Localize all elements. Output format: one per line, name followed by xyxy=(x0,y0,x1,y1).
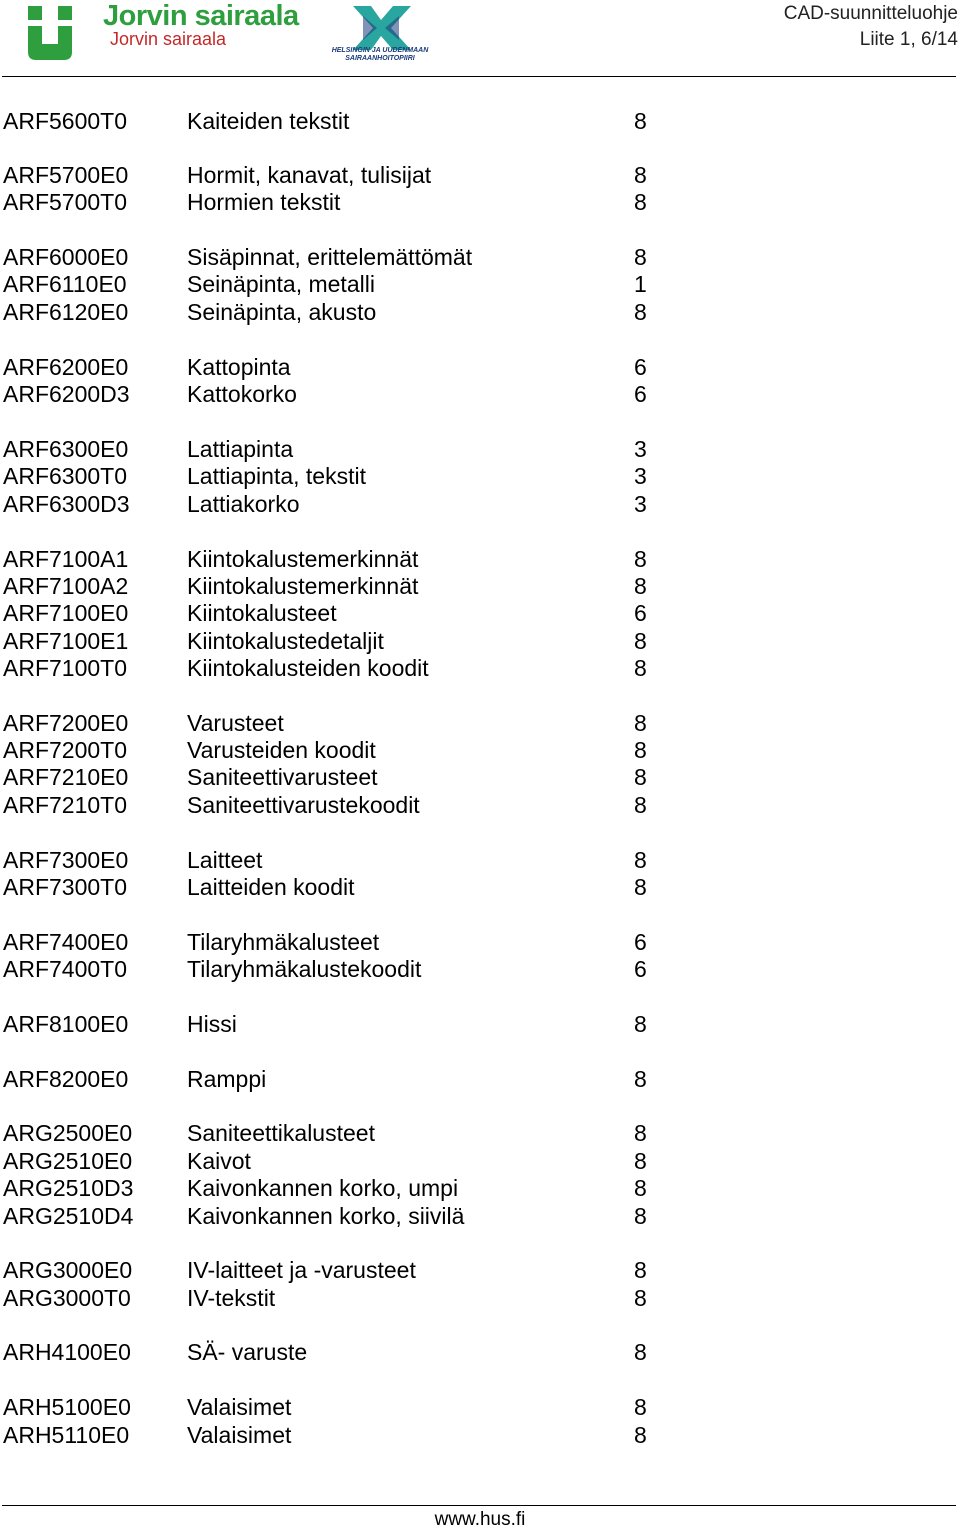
table-row xyxy=(0,764,700,791)
layer-value: 8 xyxy=(634,244,647,270)
layer-value: 8 xyxy=(634,1148,647,1174)
layer-description: Tilaryhmäkalusteet xyxy=(187,929,380,955)
layer-value: 8 xyxy=(634,1339,647,1365)
layer-code: ARF7100E1 xyxy=(3,628,129,654)
layer-description: Varusteet xyxy=(187,710,284,736)
layer-value: 8 xyxy=(634,1175,647,1201)
layer-code: ARF7400T0 xyxy=(3,956,128,982)
layer-code: ARF6200E0 xyxy=(3,354,129,380)
layer-code: ARF7100E0 xyxy=(3,600,129,626)
layer-code: ARG2510D4 xyxy=(3,1203,134,1229)
table-row xyxy=(0,1394,700,1421)
table-row xyxy=(0,1339,700,1366)
layer-value: 8 xyxy=(634,1011,647,1037)
table-row xyxy=(0,436,700,463)
table-row xyxy=(0,1120,700,1147)
table-row xyxy=(0,1148,700,1175)
layer-code: ARF6300E0 xyxy=(3,436,129,462)
layer-description: Kaivonkannen korko, umpi xyxy=(187,1175,459,1201)
layer-value: 1 xyxy=(634,271,647,297)
layer-value: 8 xyxy=(634,573,647,599)
layer-value: 8 xyxy=(634,847,647,873)
layer-description: Kiintokalustemerkinnät xyxy=(187,546,419,572)
layer-code: ARF7300E0 xyxy=(3,847,129,873)
table-row xyxy=(0,354,700,381)
table-row xyxy=(0,1257,700,1284)
layer-value: 8 xyxy=(634,546,647,572)
layer-code: ARF6110E0 xyxy=(3,271,127,297)
layer-description: IV-laitteet ja -varusteet xyxy=(187,1257,416,1283)
layer-value: 8 xyxy=(634,162,647,188)
layer-description: Kiintokalusteet xyxy=(187,600,337,626)
table-row xyxy=(0,244,700,271)
header-divider xyxy=(2,76,956,77)
layer-code: ARF6120E0 xyxy=(3,299,129,325)
layer-code: ARF7300T0 xyxy=(3,874,128,900)
table-row xyxy=(0,1422,700,1449)
layer-description: Kiintokalustemerkinnät xyxy=(187,573,419,599)
table-row xyxy=(0,189,700,216)
layer-value: 8 xyxy=(634,1066,647,1092)
table-row xyxy=(0,710,700,737)
layer-code: ARF5600T0 xyxy=(3,108,128,134)
layer-description: Kiintokalusteiden koodit xyxy=(187,655,429,681)
layer-code: ARF6200D3 xyxy=(3,381,130,407)
table-row xyxy=(0,956,700,983)
layer-value: 6 xyxy=(634,600,647,626)
layer-code: ARH4100E0 xyxy=(3,1339,131,1365)
table-row xyxy=(0,546,700,573)
layer-description: Laitteet xyxy=(187,847,263,873)
layer-description: Varusteiden koodit xyxy=(187,737,376,763)
layer-value: 8 xyxy=(634,1120,647,1146)
table-row xyxy=(0,600,700,627)
layer-code: ARF7400E0 xyxy=(3,929,129,955)
table-row xyxy=(0,1066,700,1093)
layer-value: 8 xyxy=(634,710,647,736)
layer-code: ARF7100A2 xyxy=(3,573,129,599)
layer-code: ARG2510D3 xyxy=(3,1175,134,1201)
layer-description: Lattiakorko xyxy=(187,491,300,517)
table-row xyxy=(0,847,700,874)
layer-code: ARF6300T0 xyxy=(3,463,128,489)
layer-code: ARF7200E0 xyxy=(3,710,129,736)
layer-description: Kaivot xyxy=(187,1148,251,1174)
layer-value: 8 xyxy=(634,737,647,763)
table-row xyxy=(0,271,700,298)
layer-code: ARF5700E0 xyxy=(3,162,129,188)
document-page-number: Liite 1, 6/14 xyxy=(859,29,958,50)
layer-description: SÄ- varuste xyxy=(187,1339,308,1365)
layer-code: ARF7210E0 xyxy=(3,764,129,790)
layer-code: ARF6300D3 xyxy=(3,491,130,517)
layer-description: Tilaryhmäkalustekoodit xyxy=(187,956,422,982)
table-row xyxy=(0,463,700,490)
table-row xyxy=(0,655,700,682)
layer-description: Saniteettivarusteet xyxy=(187,764,378,790)
layer-description: Kaivonkannen korko, siivilä xyxy=(187,1203,465,1229)
layer-code: ARF8200E0 xyxy=(3,1066,129,1092)
table-row xyxy=(0,162,700,189)
footer-divider xyxy=(2,1505,956,1506)
layer-description: Valaisimet xyxy=(187,1394,292,1420)
table-row xyxy=(0,929,700,956)
layer-value: 8 xyxy=(634,299,647,325)
layer-code: ARG3000E0 xyxy=(3,1257,133,1283)
layer-value: 6 xyxy=(634,354,647,380)
layer-value: 8 xyxy=(634,1285,647,1311)
layer-description: Hormien tekstit xyxy=(187,189,341,215)
layer-value: 8 xyxy=(634,189,647,215)
layer-value: 8 xyxy=(634,764,647,790)
layer-description: Kiintokalustedetaljit xyxy=(187,628,384,654)
layer-code: ARG2510E0 xyxy=(3,1148,133,1174)
layer-description: Saniteettikalusteet xyxy=(187,1120,375,1146)
table-row xyxy=(0,573,700,600)
jorvi-logo-icon xyxy=(28,6,72,60)
layer-value: 3 xyxy=(634,491,647,517)
layer-value: 8 xyxy=(634,108,647,134)
layer-description: Valaisimet xyxy=(187,1422,292,1448)
layer-value: 8 xyxy=(634,1203,647,1229)
table-row xyxy=(0,108,700,135)
layer-description: Kattopinta xyxy=(187,354,291,380)
page-header xyxy=(0,0,960,80)
layer-code: ARF7200T0 xyxy=(3,737,128,763)
layer-value: 8 xyxy=(634,792,647,818)
layer-value: 3 xyxy=(634,463,647,489)
table-row xyxy=(0,1175,700,1202)
layer-value: 8 xyxy=(634,874,647,900)
table-row xyxy=(0,299,700,326)
table-row xyxy=(0,628,700,655)
layer-code: ARF7210T0 xyxy=(3,792,128,818)
layer-code: ARF7100T0 xyxy=(3,655,128,681)
layer-code: ARH5110E0 xyxy=(3,1422,130,1448)
layer-value: 6 xyxy=(634,381,647,407)
layer-value: 6 xyxy=(634,929,647,955)
layer-value: 3 xyxy=(634,436,647,462)
layer-code: ARF6000E0 xyxy=(3,244,129,270)
table-row xyxy=(0,737,700,764)
layer-description: Hissi xyxy=(187,1011,237,1037)
table-row xyxy=(0,1203,700,1230)
layer-description: Hormit, kanavat, tulisijat xyxy=(187,162,432,188)
table-row xyxy=(0,792,700,819)
layer-description: Seinäpinta, akusto xyxy=(187,299,377,325)
layer-description: IV-tekstit xyxy=(187,1285,276,1311)
layer-code: ARF5700T0 xyxy=(3,189,128,215)
layer-description: Laitteiden koodit xyxy=(187,874,355,900)
layer-description: Lattiapinta, tekstit xyxy=(187,463,366,489)
layer-value: 8 xyxy=(634,1394,647,1420)
layer-code: ARG3000T0 xyxy=(3,1285,131,1311)
layer-code: ARF8100E0 xyxy=(3,1011,129,1037)
footer-url: www.hus.fi xyxy=(434,1509,526,1530)
layer-description: Sisäpinnat, erittelemättömät xyxy=(187,244,473,270)
layer-description: Saniteettivarustekoodit xyxy=(187,792,420,818)
table-row xyxy=(0,381,700,408)
layer-description: Seinäpinta, metalli xyxy=(187,271,375,297)
table-row xyxy=(0,874,700,901)
layer-code: ARG2500E0 xyxy=(3,1120,133,1146)
document-title: CAD-suunnitteluohje xyxy=(783,3,958,24)
layer-value: 8 xyxy=(634,628,647,654)
hus-logo-text: HELSINGIN JA UUDENMAAN SAIRAANHOITOPIIRI xyxy=(331,47,429,62)
layer-value: 8 xyxy=(634,1257,647,1283)
layer-description: Kattokorko xyxy=(187,381,297,407)
table-row xyxy=(0,1011,700,1038)
logo-subtitle: Jorvin sairaala xyxy=(110,29,227,49)
logo-title: Jorvin sairaala xyxy=(103,0,299,32)
table-row xyxy=(0,1285,700,1312)
layer-value: 8 xyxy=(634,655,647,681)
layer-description: Ramppi xyxy=(187,1066,267,1092)
layer-value: 6 xyxy=(634,956,647,982)
layer-description: Lattiapinta xyxy=(187,436,294,462)
layer-code: ARF7100A1 xyxy=(3,546,129,572)
table-row xyxy=(0,491,700,518)
layer-value: 8 xyxy=(634,1422,647,1448)
layer-code: ARH5100E0 xyxy=(3,1394,131,1420)
layer-description: Kaiteiden tekstit xyxy=(187,108,350,134)
